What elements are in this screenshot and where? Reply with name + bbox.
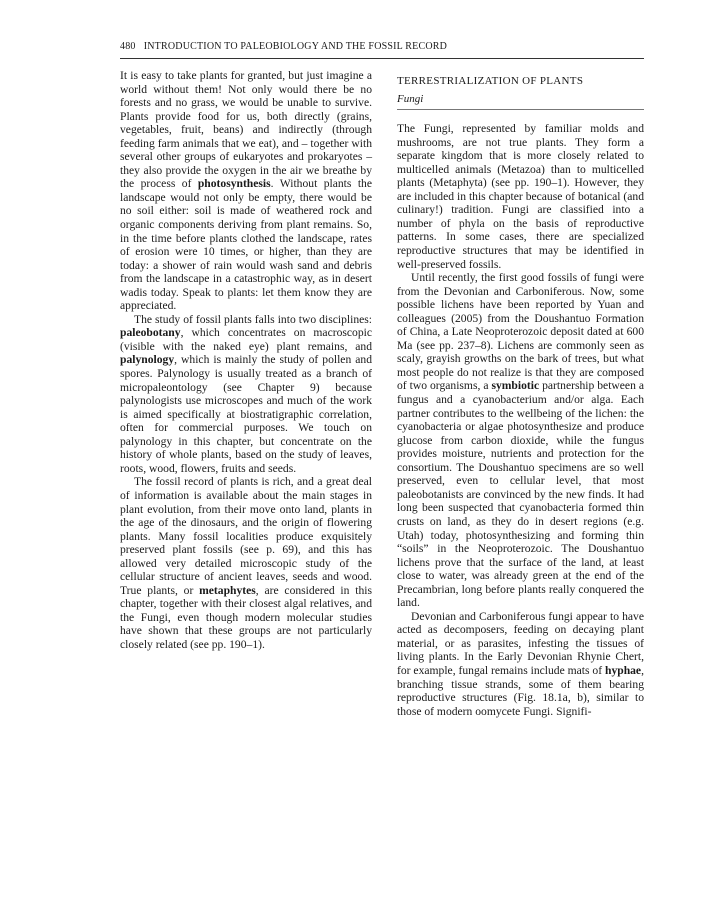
left-column (120, 69, 372, 652)
paragraph: The study of fossil plants falls into two disciplines: paleobotany, which concentrates on macroscopic (visible with the naked eye) plant remains, and palynology, which is mainly the study of pollen and spores. Palynology is usually treated as a branch of micropaleontology (see Chapter 9) because palynologists use microscopes and much of the work is aimed specifically at biostratigraphic correlation, often for commercial purposes. We touch on palynology in this chapter, but concentrate on the history of whole plants, based on the study of leaves, roots, wood, flowers, fruits and seeds. (120, 312, 372, 475)
paragraph: Devonian and Carboniferous fungi appear to have acted as decomposers, feeding on decaying plant material, or as parasites, infesting the tissues of living plants. In the Early Devonian Rhynie Chert, for example, fungal remains include mats of hyphae, branching tissue strands, some of them bearing reproductive structures (Fig. 18.1a, b), similar to those of modern oomycete Fungi. Signifi- (397, 609, 644, 718)
right-column (397, 69, 644, 718)
key-term: photosynthesis (197, 177, 271, 191)
running-title: INTRODUCTION TO PALEOBIOLOGY AND THE FOSSIL RECORD (143, 41, 448, 52)
key-term: metaphytes (199, 583, 256, 597)
running-header (120, 41, 644, 52)
key-term: symbiotic (491, 379, 540, 393)
key-term: hyphae (605, 663, 642, 677)
header-rule (120, 58, 644, 59)
paragraph: The Fungi, represented by familiar molds and mushrooms, are not true plants. They form a separate kingdom that is more closely related to multicelled animals (Metazoa) than to multicelled plants (Metaphyta) (see pp. 190–1). However, they are included in this chapter because of botanical (and culinary!) tradition. Fungi are classified into a number of phyla on the basis of reproductive patterns. In some cases, there are specialized reproductive structures that may be identified in well-preserved fossils. (397, 122, 644, 271)
paragraph: The fossil record of plants is rich, and a great deal of information is available about the main stages in plant evolution, from their move onto land, plants in the age of the dinosaurs, and the origin of flowering plants. Many fossil localities produce exquisitely preserved plant fossils (see p. 69), and this has allowed very detailed microscopic study of the cellular structure of ancient leaves, seeds and wood. True plants, or metaphytes, are considered in this chapter, together with their closest algal relatives, and the Fungi, even though modern molecular studies have shown that these groups are not particularly closely related (see pp. 190–1). (120, 475, 372, 651)
section-heading: TERRESTRIALIZATION OF PLANTS (397, 75, 584, 87)
paragraph: Until recently, the first good fossils of fungi were from the Devonian and Carboniferous. Now, some possible lichens have been reported by Yuan and colleagues (2005) from the Doushantuo Formation of China, a Late Neoproterozoic deposit dated at 600 Ma (see pp. 237–8). Lichens are commonly seen as scaly, grayish growths on the bark of trees, but what most people do not realize is that they are composed of two organisms, a symbiotic partnership between a fungus and a cyanobacterium and/or alga. Each partner contributes to the wellbeing of the lichen: the cyanobacteria or algae photosynthesize and produce glucose from carbon dioxide, while the fungus provides moisture, nutrients and protection for the consortium. The Doushantuo specimens are so well preserved, even to cellular level, that most paleobotanists are convinced by the new finds. It had long been suspected that cyanobacteria formed thin crusts on land, as they do in desert regions (e.g. Utah) today, photosynthesizing and forming thin “soils” in the Neoproterozoic. The Doushantuo lichens prove that the surface of the land, at least close to water, was already green at the end of the Precambrian, long before plants really conquered the land. (397, 271, 645, 610)
subheading: Fungi (397, 93, 644, 111)
page-number: 480 (120, 41, 136, 52)
paragraph: It is easy to take plants for granted, but just imagine a world without them! Not only would there be no forests and no grass, we would be unable to survive. Plants provide food for us, both directly (grains, vegetables, fruit, beans) and indirectly (through feeding farm animals that we eat), and – together with several other groups of eukaryotes and prokaryotes – they also provide the oxygen in the air we breathe by the process of photosynthesis. Without plants the landscape would not only be empty, there would be no soil either: soil is made of weathered rock and organic components deriving from plant remains. So, in the time before plants clothed the landscape, rates of erosion were 10 times, or higher, than they are today: a shower of rain would wash sand and debris from the landscape in a catastrophic way, as in desert wadis today. Speak to plants: let them know they are appreciated. (120, 69, 372, 313)
key-term: paleobotany (120, 326, 181, 340)
key-term: palynology (120, 353, 175, 367)
